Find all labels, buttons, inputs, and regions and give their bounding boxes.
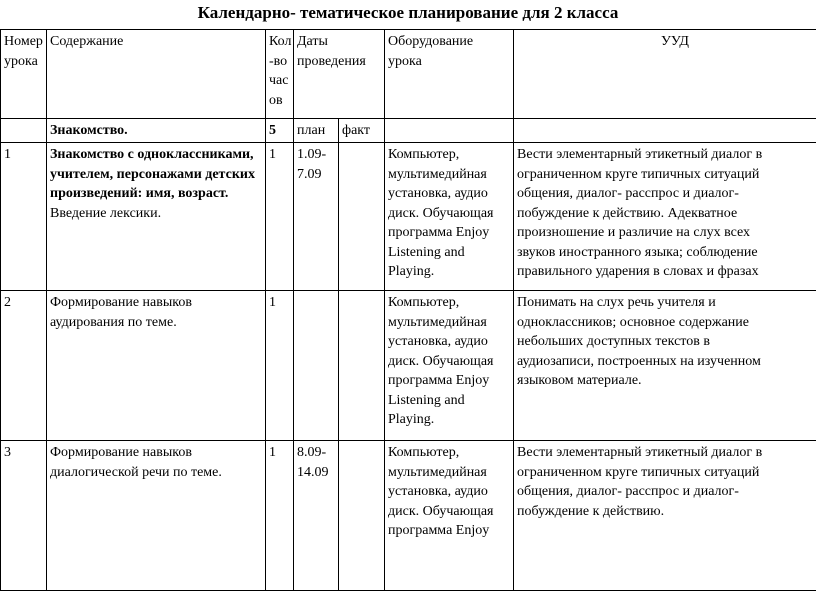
uud-line: произношение и различие на слух всех	[517, 225, 750, 240]
table-row	[1, 291, 816, 441]
section-fact-label: факт	[339, 119, 385, 143]
uud-line: Понимать на слух речь учителя и	[517, 295, 716, 310]
uud-line: правильного ударения в словах и фразах	[517, 264, 759, 279]
uud-line: одноклассников; основное содержание	[517, 315, 749, 330]
uud-line: ограниченном круге типичных ситуаций	[517, 465, 759, 480]
section-topic: Знакомство.	[47, 119, 266, 143]
lesson-equipment: Компьютер, мультимедийная установка, аудио диск. Обучающая программа Enjoy Listening and Playing.	[385, 143, 514, 291]
lesson-equipment: Компьютер, мультимедийная установка, аудио диск. Обучающая программа Enjoy Listening and Playing.	[385, 291, 514, 441]
uud-line: небольших доступных текстов в	[517, 334, 710, 349]
header-lesson-number: Номер урока	[1, 30, 47, 119]
lesson-number: 3	[1, 441, 47, 591]
header-dates: Даты проведения	[294, 30, 385, 119]
section-equipment-cell	[385, 119, 514, 143]
lesson-plan-date: 8.09- 14.09	[294, 441, 339, 591]
table-row	[1, 441, 816, 591]
table-header-row	[1, 30, 816, 119]
lesson-uud	[514, 441, 816, 591]
lesson-fact-date	[339, 291, 385, 441]
lesson-number: 1	[1, 143, 47, 291]
section-number-cell	[1, 119, 47, 143]
header-content: Содержание	[47, 30, 266, 119]
lesson-content: Формирование навыков диалогической речи по теме.	[47, 441, 266, 591]
header-equipment: Оборудование урока	[385, 30, 514, 119]
uud-line: побуждение к действию.	[517, 504, 664, 519]
lesson-hours: 1	[266, 441, 294, 591]
section-hours: 5	[266, 119, 294, 143]
uud-line: звуков иностранного языка; соблюдение	[517, 245, 758, 260]
section-row	[1, 119, 816, 143]
uud-line: общения, диалог- расспрос и диалог-	[517, 484, 739, 499]
lesson-content: Формирование навыков аудирования по теме.	[47, 291, 266, 441]
lesson-fact-date	[339, 441, 385, 591]
uud-line: ограниченном круге типичных ситуаций	[517, 167, 759, 182]
table-row	[1, 143, 816, 291]
lesson-plan-date: 1.09- 7.09	[294, 143, 339, 291]
lesson-content-text: Введение лексики.	[50, 206, 161, 221]
lesson-hours: 1	[266, 291, 294, 441]
uud-line: языковом материале.	[517, 373, 642, 388]
lesson-number: 2	[1, 291, 47, 441]
section-plan-label: план	[294, 119, 339, 143]
lesson-fact-date	[339, 143, 385, 291]
lesson-content-bold: Знакомство с одноклассниками, учителем, персонажами детских произведений: имя, возраст.	[50, 147, 255, 201]
planning-table	[0, 29, 816, 591]
lesson-uud	[514, 291, 816, 441]
lesson-content	[47, 143, 266, 291]
header-hours: Кол -во час ов	[266, 30, 294, 119]
section-uud-cell	[514, 119, 816, 143]
uud-line: Вести элементарный этикетный диалог в	[517, 445, 762, 460]
lesson-uud	[514, 143, 816, 291]
lesson-plan-date	[294, 291, 339, 441]
uud-line: общения, диалог- расспрос и диалог-	[517, 186, 739, 201]
uud-line: Вести элементарный этикетный диалог в	[517, 147, 762, 162]
lesson-hours: 1	[266, 143, 294, 291]
lesson-equipment: Компьютер, мультимедийная установка, аудио диск. Обучающая программа Enjoy	[385, 441, 514, 591]
header-uud: УУД	[514, 30, 816, 119]
uud-line: побуждение к действию. Адекватное	[517, 206, 737, 221]
uud-line: аудиозаписи, построенных на изученном	[517, 354, 761, 369]
document-title: Календарно- тематическое планирование для 2 класса	[0, 4, 816, 22]
